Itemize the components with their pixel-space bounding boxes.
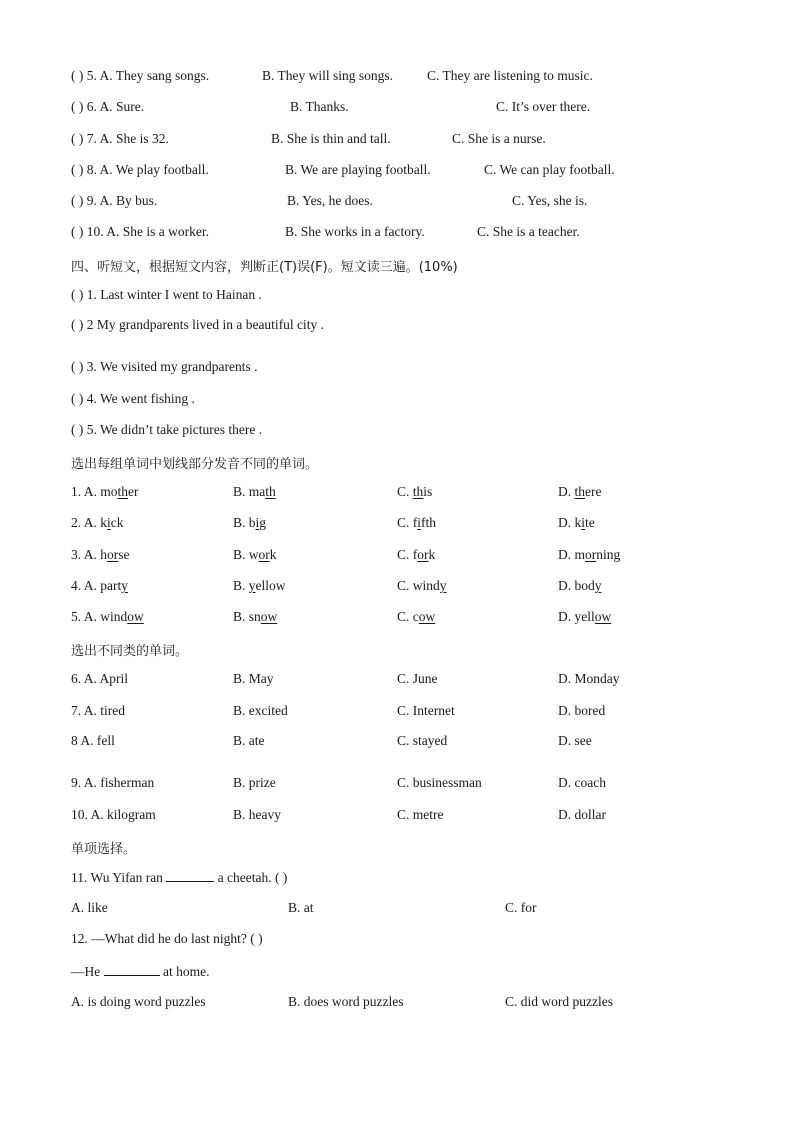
word-part: wind (100, 609, 128, 624)
stem-text: a cheetah. ( ) (214, 870, 288, 885)
word-part: g (259, 515, 267, 530)
tf-item-4: ( ) 4. We went fishing . (71, 391, 195, 406)
word-part: D. k (558, 515, 582, 530)
option-a: ( ) 5. A. They sang songs. (71, 68, 210, 83)
option-b: B. heavy (233, 807, 281, 822)
option-a: ( ) 9. A. By bus. (71, 193, 158, 208)
underlined-part: ow (594, 609, 612, 624)
word-part: B. b (233, 515, 256, 530)
option-c: C. It’s over there. (496, 99, 591, 114)
odd-word-heading: 选出不同类的单词。 (71, 644, 189, 659)
word-part: ere (585, 484, 602, 499)
option-d: D. see (558, 733, 592, 748)
question-12-reply (71, 963, 210, 980)
tf-item-2: ( ) 2 My grandparents lived in a beautiful city . (71, 317, 325, 332)
question-12-stem: 12. —What did he do last night? ( ) (71, 931, 263, 946)
word-part: B. ma (233, 484, 266, 499)
option-a: A. is doing word puzzles (71, 994, 206, 1009)
question-number: 2. A. (71, 515, 97, 530)
option-b: B. does word puzzles (288, 994, 404, 1009)
answer-blank[interactable] (104, 963, 160, 976)
word-part: part (100, 578, 122, 593)
option-d: D. Monday (558, 671, 620, 686)
word-part: C. (397, 484, 413, 499)
underlined-part: i (581, 515, 586, 530)
option-b: B. They will sing songs. (262, 68, 394, 83)
option-a: ( ) 6. A. Sure. (71, 99, 145, 114)
underlined-part: th (265, 484, 276, 499)
word-part: B. (233, 578, 249, 593)
underlined-part: y (121, 578, 129, 593)
option-c: C. did word puzzles (505, 994, 613, 1009)
underlined-part: i (107, 515, 111, 530)
option-c: C. Internet (397, 703, 455, 718)
underlined-part: th (117, 484, 129, 499)
option-b: B. May (233, 671, 274, 686)
option-a: 8 A. fell (71, 733, 115, 748)
stem-text: at home. (159, 964, 210, 979)
option-d: D. bored (558, 703, 606, 718)
underlined-part: or (417, 547, 429, 562)
option-a: 7. A. tired (71, 703, 125, 718)
word-part: k (100, 515, 108, 530)
underlined-part: or (258, 547, 270, 562)
option-c: C. She is a nurse. (452, 131, 546, 146)
option-c: C. metre (397, 807, 444, 822)
underlined-part: y (248, 578, 256, 593)
question-number: 4. A. (71, 578, 97, 593)
word-part: ellow (255, 578, 286, 593)
question-number: 3. A. (71, 547, 97, 562)
word-part: C. f (397, 547, 418, 562)
word-part: C. wind (397, 578, 440, 593)
word-part: B. w (233, 547, 259, 562)
word-part: D. bod (558, 578, 595, 593)
underlined-part: th (412, 484, 424, 499)
word-part: D. (558, 484, 575, 499)
option-a: 10. A. kilogram (71, 807, 156, 822)
underlined-part: or (585, 547, 597, 562)
option-b: B. prize (233, 775, 276, 790)
word-part: D. yell (558, 609, 595, 624)
option-d: D. dollar (558, 807, 606, 822)
underlined-part: ow (127, 609, 144, 624)
option-c: C. June (397, 671, 438, 686)
word-part: k (269, 547, 277, 562)
word-part: B. sn (233, 609, 261, 624)
word-part: se (118, 547, 130, 562)
option-b: B. Thanks. (290, 99, 349, 114)
section-4-heading: 四、听短文，根据短文内容，判断正(T)误(F)。短文读三遍。(10%) (71, 260, 458, 275)
option-b: B. excited (233, 703, 288, 718)
option-c: C. Yes, she is. (512, 193, 588, 208)
option-a: ( ) 8. A. We play football. (71, 162, 209, 177)
option-a: A. like (71, 900, 108, 915)
underlined-part: ow (418, 609, 436, 624)
option-c: C. stayed (397, 733, 448, 748)
word-part: fth (421, 515, 437, 530)
word-part: er (128, 484, 139, 499)
option-c: C. We can play football. (484, 162, 615, 177)
word-part: is (423, 484, 433, 499)
underlined-part: th (574, 484, 586, 499)
underlined-part: i (255, 515, 260, 530)
option-c: C. They are listening to music. (427, 68, 593, 83)
option-b: B. ate (233, 733, 265, 748)
option-b: B. Yes, he does. (287, 193, 373, 208)
word-part: k (428, 547, 436, 562)
word-part: h (100, 547, 108, 562)
underlined-part: i (417, 515, 422, 530)
word-part: C. c (397, 609, 419, 624)
tf-item-5: ( ) 5. We didn’t take pictures there . (71, 422, 263, 437)
option-b: B. She works in a factory. (285, 224, 425, 239)
option-c: C. She is a teacher. (477, 224, 580, 239)
question-number: 1. A. (71, 484, 97, 499)
option-d: D. coach (558, 775, 606, 790)
question-number: 5. A. (71, 609, 97, 624)
word-part: ning (596, 547, 621, 562)
word-part: ck (110, 515, 124, 530)
option-b: B. at (288, 900, 314, 915)
option-a: 6. A. April (71, 671, 129, 686)
option-a: 9. A. fisherman (71, 775, 155, 790)
phonics-heading: 选出每组单词中划线部分发音不同的单词。 (71, 457, 319, 472)
stem-text: 11. Wu Yifan ran (71, 870, 167, 885)
option-c: C. businessman (397, 775, 482, 790)
word-part: C. f (397, 515, 418, 530)
word-part: te (585, 515, 595, 530)
option-c: C. for (505, 900, 537, 915)
underlined-part: ow (260, 609, 278, 624)
single-choice-heading: 单项选择。 (71, 842, 137, 857)
option-b: B. We are playing football. (285, 162, 431, 177)
word-part: mo (100, 484, 118, 499)
tf-item-3: ( ) 3. We visited my grandparents . (71, 359, 258, 374)
word-part: D. m (558, 547, 585, 562)
question-11-stem (71, 869, 287, 886)
underlined-part: y (594, 578, 602, 593)
underlined-part: y (439, 578, 447, 593)
stem-text: —He (71, 964, 104, 979)
underlined-part: or (107, 547, 119, 562)
answer-blank[interactable] (166, 869, 214, 882)
option-a: ( ) 7. A. She is 32. (71, 131, 169, 146)
tf-item-1: ( ) 1. Last winter I went to Hainan . (71, 287, 262, 302)
option-a: ( ) 10. A. She is a worker. (71, 224, 209, 239)
option-b: B. She is thin and tall. (271, 131, 391, 146)
